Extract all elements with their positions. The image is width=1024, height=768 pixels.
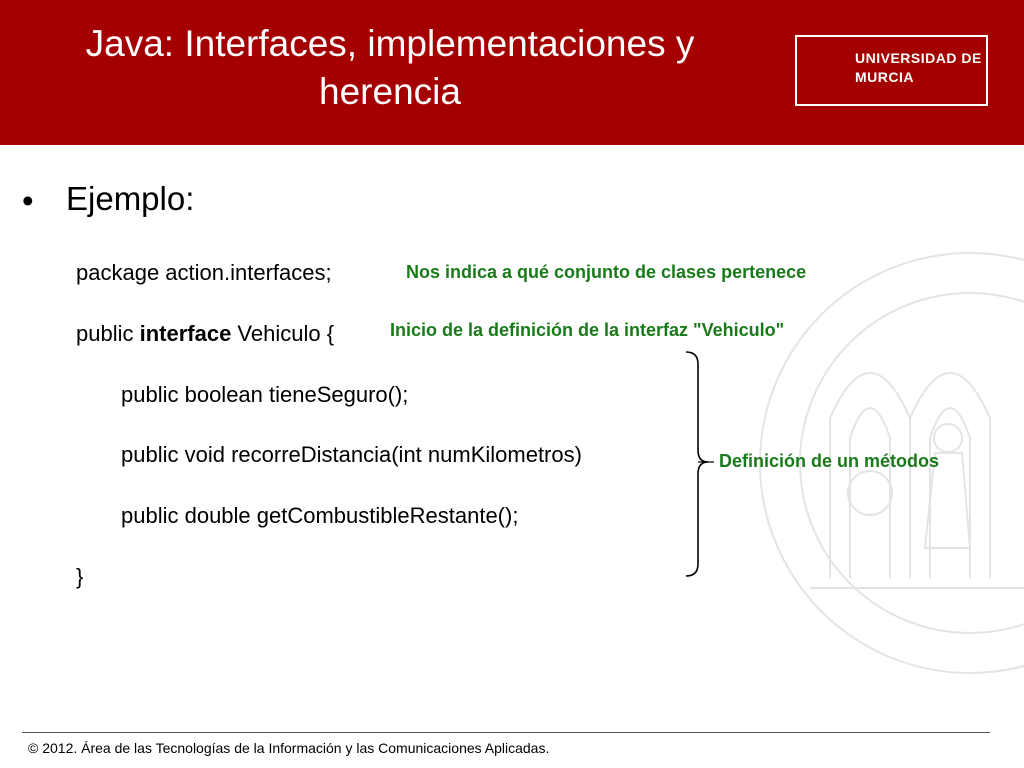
code-line-interface <box>76 321 334 347</box>
title-line-1: Java: Interfaces, implementaciones y <box>85 23 695 64</box>
curly-brace-icon <box>686 350 716 578</box>
university-logo <box>795 35 988 106</box>
code-line-closing-brace: } <box>76 564 84 589</box>
methods-annotation: Definición de un métodos <box>719 451 940 471</box>
code-line-package: package action.interfaces; <box>76 260 332 285</box>
bullet-marker: • <box>22 182 34 219</box>
interface-prefix: public <box>76 321 140 346</box>
title-line-2: herencia <box>319 71 461 112</box>
code-line-method-2: public void recorreDistancia(int numKilometros) <box>121 442 582 467</box>
footer-divider <box>22 732 990 733</box>
interface-suffix: Vehiculo { <box>231 321 335 346</box>
package-annotation: Nos indica a qué conjunto de clases pertenece <box>406 262 807 282</box>
interface-annotation: Inicio de la definición de la interfaz "Vehiculo" <box>390 320 785 340</box>
code-line-method-3: public double getCombustibleRestante(); <box>121 503 519 528</box>
logo-text-line-1: UNIVERSIDAD DE <box>855 50 982 66</box>
interface-keyword: interface <box>139 321 232 346</box>
code-line-method-1: public boolean tieneSeguro(); <box>121 382 409 407</box>
slide-title <box>20 20 760 116</box>
bullet-heading: Ejemplo: <box>66 180 195 217</box>
slide-header <box>0 0 1024 145</box>
logo-text-line-2: MURCIA <box>855 69 914 85</box>
footer-copyright: © 2012. Área de las Tecnologías de la Información y las Comunicaciones Aplicadas. <box>28 740 550 756</box>
